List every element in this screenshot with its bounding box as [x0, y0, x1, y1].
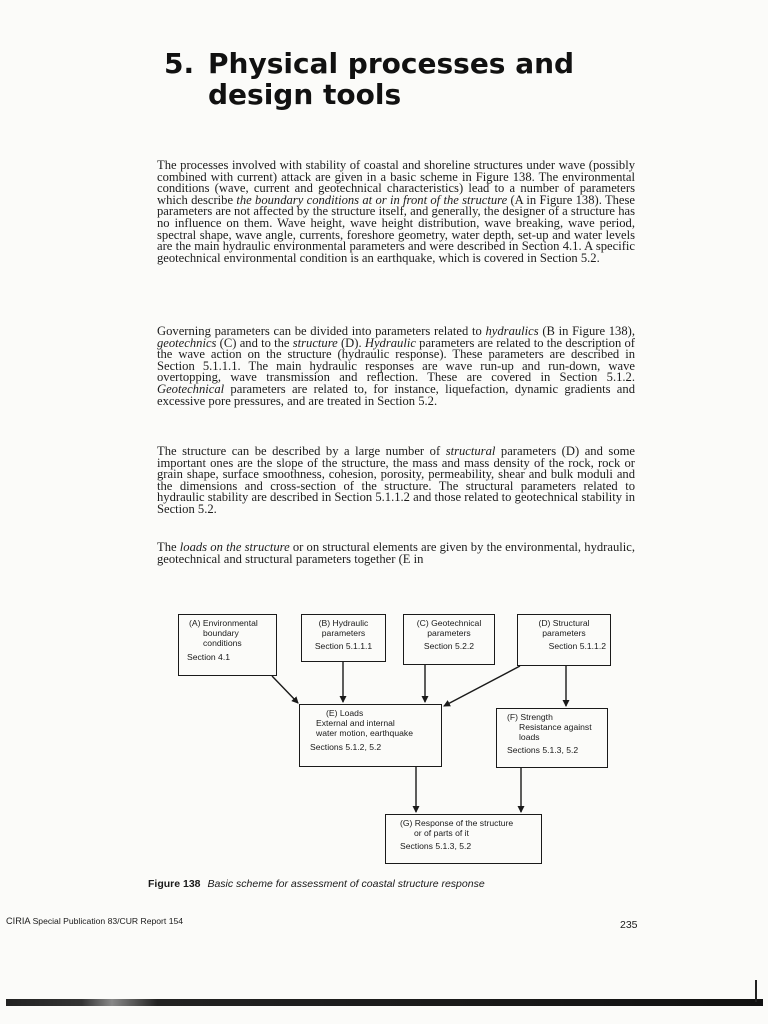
p3-run: The structure can be described by a large number of — [157, 444, 446, 458]
p2-run: parameters are related to, for instance, liquefaction, dynamic gradients and excessive pore pressures, and are treated in Section 5.2. — [157, 381, 635, 408]
p2-run: Governing parameters can be divided into parameters related to — [157, 324, 486, 338]
box-response — [385, 814, 542, 864]
box-geotechnical-parameters — [403, 614, 495, 665]
box-strength — [496, 708, 608, 768]
box-b-line2: parameters — [321, 628, 366, 638]
chapter-title-line2: design tools — [208, 78, 402, 111]
p4-run: loads on the structure — [179, 540, 290, 554]
footer-publication-details: Special Publication 83/CUR Report 154 — [32, 916, 184, 926]
box-c-label: (C) Geotechnical — [416, 618, 482, 628]
arrow-a-to-e — [272, 676, 298, 703]
box-e-label: (E) Loads — [326, 708, 364, 718]
figure-caption-label: Figure 138 — [148, 878, 201, 890]
scan-edge-mark — [755, 980, 757, 1002]
footer-publisher: CIRIA — [6, 916, 30, 926]
box-c-section: Section 5.2.2 — [423, 641, 475, 651]
figure-caption-text: Basic scheme for assessment of coastal structure response — [207, 878, 485, 890]
p2-run: structure — [292, 335, 338, 350]
box-b-section: Section 5.1.1.1 — [314, 641, 373, 651]
box-g-line2: or of parts of it — [414, 828, 469, 838]
box-b-label: (B) Hydraulic — [318, 618, 369, 628]
p4-run: The — [157, 540, 180, 554]
box-e-section: Sections 5.1.2, 5.2 — [310, 742, 382, 752]
p2-run: Geotechnical — [157, 381, 225, 396]
chapter-number: 5. — [164, 47, 195, 80]
box-a-line2: boundary — [203, 628, 239, 638]
figure-caption — [148, 878, 668, 890]
p3-run: parameters (D) and some important ones are the slope of the structure, the mass and mass density of the rock, rock or grain shape, surface smoothness, cohesion, porosity, permeability, shear and bulk moduli and the dimensions and cross-section of the structure. The structural parameters related to hydraulic stability are described in Section 5.1.1.2 and those related to geotechnical stability in Section 5.2. — [157, 444, 635, 516]
box-a-line3: conditions — [203, 638, 242, 648]
page-number: 235 — [620, 919, 638, 931]
box-d-line2: parameters — [542, 628, 586, 638]
box-f-section: Sections 5.1.3, 5.2 — [507, 745, 579, 755]
box-structural-parameters — [517, 614, 611, 666]
box-a-section: Section 4.1 — [187, 652, 230, 662]
p2-run: (D). — [337, 335, 365, 350]
footer-publication — [6, 916, 183, 926]
box-e-line2: External and internal — [316, 718, 395, 728]
p2-run: (B in Figure 138), — [538, 324, 635, 338]
scan-edge-bar — [6, 999, 763, 1006]
p4-run: or on structural elements are given by the environmental, hydraulic, geotechnical and structural parameters together (E in — [157, 540, 635, 566]
box-g-label: (G) Response of the structure — [400, 818, 514, 828]
box-e-line3: water motion, earthquake — [316, 728, 413, 738]
box-d-label: (D) Structural — [538, 618, 590, 628]
p1-run: The processes involved with stability of coastal and shoreline structures under wave (possibly combined with current) attack are given in a basic scheme in Figure 138. The environmental conditions (wave, current and geotechnical characteristics) lead to a number of parameters which describe — [157, 158, 635, 207]
box-f-line2: Resistance against — [519, 722, 592, 732]
p2-run: (C) and to the — [216, 335, 293, 350]
box-f-label: (F) Strength — [507, 712, 553, 722]
p2-run: parameters are related to the description of the wave action on the structure (hydraulic response). These parameters are described in Section 5.1.1.1. The main hydraulic responses are wave run-up and run-down, wave overtopping, wave transmission and reflection. These are covered in Section 5.1.2. — [157, 335, 635, 385]
box-c-line2: parameters — [427, 628, 471, 638]
box-d-section: Section 5.1.1.2 — [548, 641, 606, 651]
arrow-d-to-e — [444, 666, 520, 706]
box-a-label: (A) Environmental — [189, 618, 258, 628]
box-f-line3: loads — [519, 732, 540, 742]
box-loads — [299, 704, 442, 767]
chapter-title-line1: Physical processes and — [208, 47, 575, 80]
box-hydraulic-parameters — [301, 614, 386, 662]
p2-run: hydraulics — [485, 324, 539, 338]
p1-run: the boundary conditions at or in front of the structure — [236, 192, 508, 207]
box-environmental-boundary-conditions — [178, 614, 277, 676]
box-g-section: Sections 5.1.3, 5.2 — [400, 841, 472, 851]
p1-run: (A in Figure 138). These parameters are not affected by the structure itself, and generally, the designer of a structure has no influence on them. Wave height, wave height distribution, wave breaking, wave period, spectral shape, wave angle, currents, foreshore geometry, water depth, set-up and water levels are the main hydraulic environmental parameters and were described in Section 4.1. A specific geotechnical environmental condition is an earthquake, which is covered in Section 5.2. — [157, 192, 636, 265]
p2-run: Hydraulic — [364, 335, 416, 350]
p2-run: geotechnics — [157, 335, 217, 350]
p3-run: structural — [445, 444, 496, 458]
